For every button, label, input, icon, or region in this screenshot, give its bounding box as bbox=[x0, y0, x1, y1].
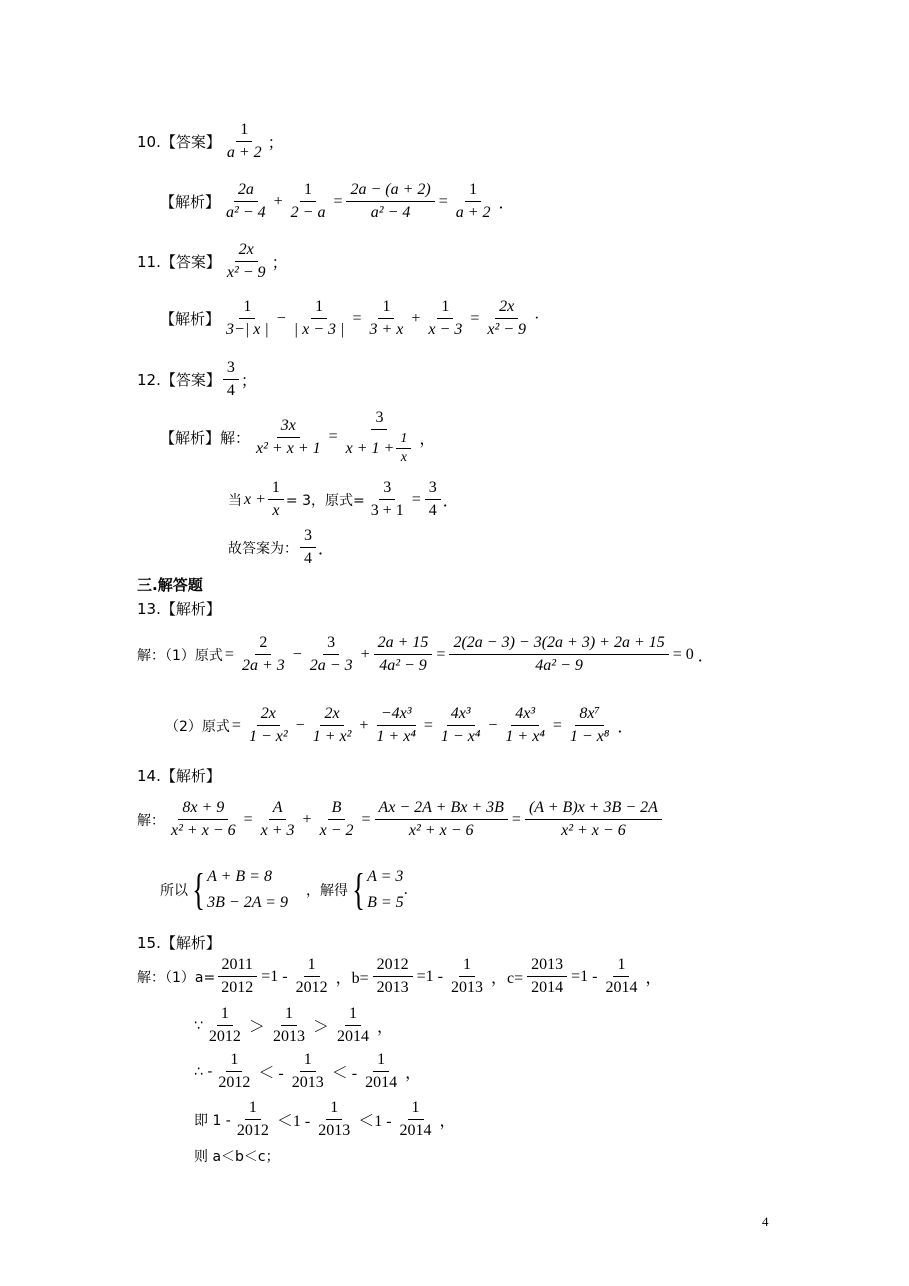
operator: =1 - bbox=[416, 967, 443, 985]
operator: ＜1 - bbox=[358, 1113, 392, 1130]
numerator: 1 bbox=[373, 1050, 389, 1072]
denominator: 1 + x² bbox=[312, 728, 352, 745]
denominator: x² + x − 6 bbox=[171, 822, 236, 839]
page-number: 4 bbox=[762, 1214, 769, 1229]
q10-answer-line: 10.【答案】 $\frac{1}{a + 2}$ ； bbox=[137, 121, 284, 161]
fraction bbox=[501, 704, 548, 747]
operator: + bbox=[411, 309, 421, 327]
fraction bbox=[375, 798, 508, 841]
q14-label-line: 14.【解析】 bbox=[137, 766, 221, 785]
numerator: B bbox=[328, 798, 346, 820]
q15-line1: 解：（1）a= $\frac{2011}{2012}$ =1 - $\frac{1}{2012}$ ，b= $\frac{2012}{2013}$ =1 - $\frac{1}{2013}$ ，c= $\frac{2013}{2014}$ =1 - $\frac{1}{2014}$ ， bbox=[137, 956, 662, 996]
denominator: x − 2 bbox=[319, 822, 354, 839]
denominator: x² + x − 6 bbox=[561, 822, 626, 839]
denominator: a² − 4 bbox=[370, 204, 411, 221]
fraction bbox=[292, 955, 332, 998]
numerator: 1 bbox=[239, 297, 255, 319]
numerator: 1 bbox=[300, 1050, 316, 1072]
operator: ＜ - bbox=[258, 1065, 284, 1082]
fraction bbox=[365, 297, 407, 340]
q15-line5: 则 a＜b＜c； bbox=[194, 1149, 280, 1165]
fraction bbox=[269, 1004, 309, 1047]
denominator: 2 − a bbox=[290, 204, 326, 221]
operator: = bbox=[470, 309, 480, 327]
denominator: 1 + x⁴ bbox=[505, 728, 545, 745]
fraction bbox=[167, 798, 240, 841]
numerator: 1 bbox=[281, 1004, 297, 1026]
denominator: 2014 bbox=[336, 1028, 369, 1045]
fraction bbox=[437, 704, 484, 747]
numerator: 2a + 15 bbox=[374, 633, 433, 655]
numerator: 2x bbox=[320, 704, 343, 726]
operator: ． bbox=[697, 648, 714, 665]
section-3-heading: 三.解答题 bbox=[137, 575, 203, 594]
numerator: −4x³ bbox=[377, 704, 416, 726]
denominator: 3 + x bbox=[369, 321, 404, 338]
numerator: 1 bbox=[226, 1050, 242, 1072]
denominator: 1 − x⁴ bbox=[440, 728, 481, 745]
numerator: 4x³ bbox=[511, 704, 539, 726]
operator: ． bbox=[498, 195, 515, 212]
denominator: 2014 bbox=[531, 979, 564, 996]
numerator: 1 bbox=[311, 297, 327, 319]
q11-label: 11.【答案】 bbox=[137, 253, 221, 271]
numerator: 1 bbox=[459, 955, 475, 977]
fraction bbox=[374, 633, 433, 676]
numerator: A bbox=[269, 798, 287, 820]
operator: ，b= bbox=[335, 970, 369, 987]
q10-label: 10.【答案】 bbox=[137, 133, 221, 151]
fraction bbox=[361, 1050, 401, 1093]
denominator: 1 − x⁸ bbox=[569, 728, 610, 745]
operator: =1 - bbox=[261, 967, 288, 985]
operator: = bbox=[361, 810, 371, 828]
fraction bbox=[449, 633, 668, 676]
denominator: 2012 bbox=[236, 1122, 269, 1139]
fraction bbox=[525, 798, 662, 841]
fraction bbox=[566, 704, 613, 747]
numerator: 3 bbox=[323, 633, 339, 655]
denominator: x² − 9 bbox=[487, 321, 527, 338]
numerator: 2 bbox=[255, 633, 271, 655]
q12-analysis-line3: 故答案为： $\frac{3}{4}$ ． bbox=[228, 527, 335, 567]
denominator: 2014 bbox=[605, 979, 638, 996]
denominator: 2014 bbox=[365, 1074, 398, 1091]
fraction bbox=[601, 955, 641, 998]
fraction bbox=[373, 955, 413, 998]
denominator: x − 3 bbox=[428, 321, 463, 338]
numerator: (A + B)x + 3B − 2A bbox=[525, 798, 662, 820]
denominator: 2013 bbox=[376, 979, 409, 996]
denominator: x + 3 bbox=[260, 822, 295, 839]
fraction bbox=[287, 180, 330, 223]
numerator: 1 bbox=[326, 1098, 342, 1120]
q12-label: 12.【答案】 bbox=[137, 371, 221, 389]
operator: − bbox=[488, 716, 498, 734]
operator: = bbox=[243, 810, 253, 828]
operator: = bbox=[333, 192, 343, 210]
denominator: 2a + 3 bbox=[241, 657, 285, 674]
fraction bbox=[424, 297, 466, 340]
numerator: 1 bbox=[304, 955, 320, 977]
denominator: 3−| x | bbox=[226, 321, 269, 338]
fraction bbox=[316, 798, 358, 841]
q12-lhs-fraction: $\frac{3x}{\text{x² + x + 1}}$ bbox=[256, 416, 321, 457]
operator: ＞ bbox=[248, 1019, 265, 1036]
fraction bbox=[214, 1050, 254, 1093]
q10-analysis-label: 【解析】 bbox=[160, 193, 221, 211]
operator: − bbox=[292, 645, 302, 663]
numerator: 1 bbox=[300, 180, 316, 202]
numerator: 1 bbox=[378, 297, 394, 319]
fraction bbox=[288, 1050, 328, 1093]
denominator: 2013 bbox=[450, 979, 483, 996]
denominator: 2013 bbox=[272, 1028, 305, 1045]
fraction bbox=[314, 1098, 354, 1141]
operator: + bbox=[273, 192, 283, 210]
numerator: 4x³ bbox=[447, 704, 475, 726]
q12-analysis-line2: 当 x + $\frac{1}{x}$ = 3，原式= $\frac{3}{3 + 1}$ = $\frac{3}{4}$ ． bbox=[228, 479, 459, 519]
denominator: 4a² − 9 bbox=[535, 657, 583, 674]
operator: =1 - bbox=[571, 967, 598, 985]
q12-line2-fraction3: $\frac{3}{4}$ bbox=[425, 478, 441, 521]
numerator: 1 bbox=[345, 1004, 361, 1026]
operator: ， bbox=[439, 1113, 456, 1130]
operator: ＞ bbox=[312, 1019, 329, 1036]
q12-final-fraction: $\frac{3}{4}$ bbox=[300, 526, 316, 569]
numerator: 1 bbox=[465, 180, 481, 202]
q12-inner-fraction: $\frac{1}{x}$ bbox=[396, 431, 411, 466]
fraction bbox=[257, 798, 299, 841]
q13-label-line: 13.【解析】 bbox=[137, 599, 221, 618]
q10-answer-fraction: $\frac{1}{a + 2}$ bbox=[226, 121, 262, 161]
denominator: | x − 3 | bbox=[293, 321, 345, 338]
fraction bbox=[396, 1098, 436, 1141]
operator: = bbox=[224, 645, 234, 663]
fraction bbox=[306, 633, 357, 676]
operator: = bbox=[436, 645, 446, 663]
q12-analysis-label: 【解析】解： bbox=[160, 428, 251, 447]
numerator: 8x + 9 bbox=[178, 798, 228, 820]
operator: ， bbox=[405, 1065, 422, 1082]
denominator: 2013 bbox=[291, 1074, 324, 1091]
operator: + bbox=[302, 810, 312, 828]
q11-analysis-line bbox=[160, 297, 541, 340]
denominator: 2012 bbox=[221, 979, 254, 996]
operator: · bbox=[534, 309, 540, 327]
q12-answer-line: 12.【答案】 $\frac{3}{4}$ ； bbox=[137, 359, 257, 399]
denominator: 4a² − 9 bbox=[379, 657, 427, 674]
numerator: 1 bbox=[437, 297, 453, 319]
fraction bbox=[238, 633, 289, 676]
operator: = bbox=[231, 716, 241, 734]
fraction bbox=[233, 1098, 273, 1141]
denominator: 2012 bbox=[218, 1074, 251, 1091]
operator: ，c= bbox=[490, 970, 524, 987]
q15-label-line: 15.【解析】 bbox=[137, 933, 221, 952]
fraction bbox=[290, 297, 349, 340]
denominator: x² + x − 6 bbox=[408, 822, 474, 839]
q14-system-line: 所以 { A + B = 8 3B − 2A = 9 ，解得 { A = 3 B = 5 . bbox=[160, 865, 408, 914]
q11-answer-line: 11.【答案】 $\frac{2x}{\text{x² − 9}}$ ； bbox=[137, 241, 288, 281]
q14-system-2: { A = 3 B = 5 bbox=[352, 865, 404, 914]
fraction bbox=[245, 704, 292, 747]
denominator: 1 − x² bbox=[248, 728, 288, 745]
q12-analysis-line1: 【解析】解： $\frac{3x}{\text{x² + x + 1}}$ = 3 x + 1 + $\frac{1}{x}$ ， bbox=[160, 409, 436, 465]
q12-line2-fraction1: $\frac{1}{x}$ bbox=[268, 478, 284, 521]
numerator: 8x⁷ bbox=[575, 704, 604, 726]
q12-line2-fraction2: $\frac{3}{3 + 1}$ bbox=[370, 479, 404, 519]
q11-answer-fraction: $\frac{2x}{\text{x² − 9}}$ bbox=[226, 241, 266, 281]
q15-line3: ∴ - $\frac{1}{2012}$ ＜ - $\frac{1}{2013}$ ＜ - $\frac{1}{2014}$ ， bbox=[194, 1051, 422, 1091]
q14-system-1: { A + B = 8 3B − 2A = 9 bbox=[192, 865, 288, 914]
denominator: a² − 4 bbox=[226, 204, 266, 221]
operator: ， bbox=[376, 1019, 393, 1036]
fraction bbox=[452, 180, 495, 223]
numerator: 2012 bbox=[373, 955, 413, 977]
q10-analysis-line bbox=[160, 180, 517, 223]
operator: − bbox=[276, 309, 286, 327]
fraction bbox=[217, 955, 257, 998]
numerator: 1 bbox=[408, 1098, 424, 1120]
operator: − bbox=[295, 716, 305, 734]
numerator: 2x bbox=[257, 704, 280, 726]
operator: = bbox=[511, 810, 521, 828]
operator: = bbox=[352, 309, 362, 327]
fraction bbox=[483, 297, 530, 340]
fraction bbox=[527, 955, 567, 998]
numerator: Ax − 2A + Bx + 3B bbox=[375, 798, 508, 820]
fraction bbox=[222, 180, 270, 223]
q11-analysis-label: 【解析】 bbox=[160, 310, 221, 328]
denominator: 2012 bbox=[208, 1028, 241, 1045]
q12-rhs-fraction: 3 x + 1 + $\frac{1}{x}$ bbox=[342, 408, 418, 466]
operator: ＜1 - bbox=[276, 1113, 311, 1130]
operator: = bbox=[438, 192, 448, 210]
denominator: 1 + x⁴ bbox=[376, 728, 416, 745]
fraction bbox=[372, 704, 419, 747]
q12-answer-fraction: $\frac{3}{4}$ bbox=[223, 358, 239, 401]
q15-line4: 即 1 - $\frac{1}{2012}$ ＜1 - $\frac{1}{2013}$ ＜1 - $\frac{1}{2014}$ ， bbox=[194, 1099, 456, 1139]
denominator: a + 2 bbox=[455, 204, 491, 221]
fraction bbox=[309, 704, 356, 747]
operator: = 0 bbox=[672, 645, 694, 663]
fraction bbox=[222, 297, 273, 340]
numerator: 2011 bbox=[218, 955, 257, 977]
numerator: 1 bbox=[217, 1004, 233, 1026]
operator: + bbox=[359, 716, 369, 734]
numerator: 2(2a − 3) − 3(2a + 3) + 2a + 15 bbox=[449, 633, 668, 655]
operator: ． bbox=[617, 719, 634, 736]
operator: = bbox=[552, 716, 562, 734]
denominator: 2012 bbox=[295, 979, 328, 996]
numerator: 1 bbox=[613, 955, 629, 977]
operator: = bbox=[423, 716, 433, 734]
fraction bbox=[346, 180, 434, 223]
q13-part1-line: 解：（1）原式 = $\frac{2}{2a + 3}$ − $\frac{3}{2a - 3}$ + $\frac{2a + 15}{\text{4a² − 9}}$ = $\frac{2(2a - 3) - 3(2a + 3) + 2a + 15}{\text{4a² − 9}}$ = 0 ． bbox=[137, 634, 714, 674]
fraction bbox=[447, 955, 487, 998]
numerator: 2x bbox=[495, 297, 518, 319]
denominator: 2014 bbox=[399, 1122, 432, 1139]
numerator: 2a bbox=[234, 180, 258, 202]
fraction bbox=[333, 1004, 373, 1047]
operator: ＜ - bbox=[331, 1065, 358, 1082]
denominator: 2013 bbox=[318, 1122, 351, 1139]
denominator: 2a − 3 bbox=[309, 657, 353, 674]
numerator: 2a − (a + 2) bbox=[346, 180, 434, 202]
fraction bbox=[205, 1004, 245, 1047]
numerator: 2013 bbox=[527, 955, 567, 977]
operator: ， bbox=[645, 970, 662, 987]
q15-line2: ∵ $\frac{1}{2012}$ ＞ $\frac{1}{2013}$ ＞ $\frac{1}{2014}$ ， bbox=[194, 1005, 393, 1045]
numerator: 1 bbox=[245, 1098, 261, 1120]
operator: + bbox=[360, 645, 370, 663]
q14-equation-line: 解： $\frac{8x + 9}{\text{x² + x − 6}}$ = $\frac{A}{x + 3}$ + $\frac{B}{x - 2}$ = $\frac{Ax - 2A + Bx + 3B}{\text{x² + x − 6}}$ = $\frac{(A + B)x + 3B - 2A}{\text{x² + x − 6}}$ bbox=[137, 798, 664, 841]
q13-part2-line: （2）原式 = $\frac{2x}{\text{1 − x²}}$ − $\frac{2x}{\text{1 + x²}}$ + $\frac{\text{−4x³}}{\text{1 + x⁴}}$ = $\frac{\text{4x³}}{\text{1 − x⁴}}$ − $\frac{\text{4x³}}{\text{1 + x⁴}}$ = $\frac{\text{8x⁷}}{\text{1 − x⁸}}$ ． bbox=[165, 705, 634, 745]
